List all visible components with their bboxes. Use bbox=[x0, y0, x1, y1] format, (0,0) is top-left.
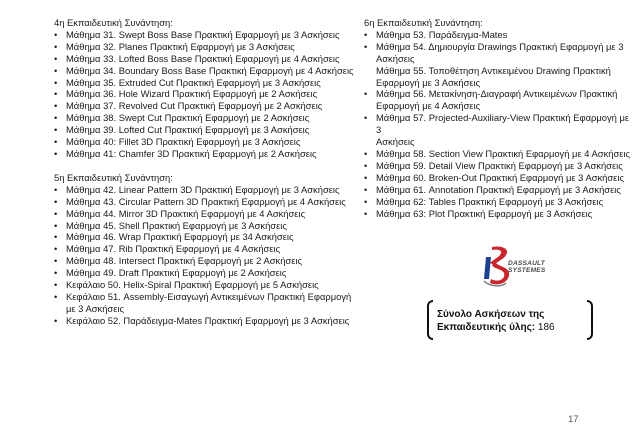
list-item: • Μάθημα 42. Linear Pattern 3D Πρακτική Εφαρμογή με 3 Ασκήσεις bbox=[54, 184, 354, 196]
list-item: • Μάθημα 44. Mirror 3D Πρακτική Εφαρμογή με 4 Ασκήσεις bbox=[54, 208, 354, 220]
list-item: • Μάθημα 33. Lofted Boss Base Πρακτική Εφαρμογή με 4 Ασκήσεις bbox=[54, 53, 354, 65]
list-item: • Μάθημα 63: Plot Πρακτική Εφαρμογή με 3 Ασκήσεις bbox=[364, 208, 634, 220]
bracket-right bbox=[587, 300, 593, 340]
logo-wordmark: DASSAULT SYSTEMES bbox=[508, 260, 546, 275]
list-item: • Μάθημα 49. Draft Πρακτική Εφαρμογή με 2 Ασκήσεις bbox=[54, 267, 354, 279]
list-item: • Κεφάλαιο 50. Helix-Spiral Πρακτική Εφαρμογή με 5 Ασκήσεις bbox=[54, 279, 354, 291]
list-item: • Μάθημα 40: Fillet 3D Πρακτική Εφαρμογή με 3 Ασκήσεις bbox=[54, 136, 354, 148]
list-item: • Μάθημα 59. Detail View Πρακτική Εφαρμογή με 3 Ασκήσεις bbox=[364, 160, 634, 172]
list-item: • Μάθημα 35. Extruded Cut Πρακτική Εφαρμογή με 3 Ασκήσεις bbox=[54, 77, 354, 89]
total-exercises-value: 186 bbox=[537, 322, 555, 333]
list-item: • Μάθημα 45. Shell Πρακτική Εφαρμογή με 3 Ασκήσεις bbox=[54, 220, 354, 232]
section-5 bbox=[54, 172, 354, 327]
lesson-list bbox=[364, 29, 634, 220]
list-item: • Μάθημα 46. Wrap Πρακτική Εφαρμογή με 34 Ασκήσεις bbox=[54, 231, 354, 243]
list-item: • Μάθημα 37. Revolved Cut Πρακτική Εφαρμογή με 2 Ασκήσεις bbox=[54, 100, 354, 112]
total-exercises-box bbox=[427, 300, 593, 342]
right-column bbox=[364, 17, 634, 219]
list-item: • Μάθημα 47. Rib Πρακτική Εφαρμογή με 4 Ασκήσεις bbox=[54, 243, 354, 255]
lesson-list bbox=[54, 29, 354, 160]
list-item: • Μάθημα 48. Intersect Πρακτική Εφαρμογή με 2 Ασκήσεις bbox=[54, 255, 354, 267]
section-title: 4η Εκπαιδευτική Συνάντηση: bbox=[54, 17, 173, 28]
list-item: • Μάθημα 31. Swept Boss Base Πρακτική Εφαρμογή με 3 Ασκήσεις bbox=[54, 29, 354, 41]
list-item: • Μάθημα 43. Circular Pattern 3D Πρακτική Εφαρμογή με 4 Ασκήσεις bbox=[54, 196, 354, 208]
list-item: • Μάθημα 57. Projected-Auxiliary-View Πρακτική Εφαρμογή με 3 Ασκήσεις bbox=[364, 112, 634, 148]
list-item: • Μάθημα 54. Δημιουργία Drawings Πρακτική Εφαρμογή με 3 Ασκήσεις bbox=[364, 41, 634, 65]
list-item: • Μάθημα 41: Chamfer 3D Πρακτική Εφαρμογή με 2 Ασκήσεις bbox=[54, 148, 354, 160]
list-item: Μάθημα 55. Τοποθέτηση Αντικειμένου Drawing Πρακτική Εφαρμογή με 3 Ασκήσεις bbox=[376, 64, 611, 88]
section-title: 5η Εκπαιδευτική Συνάντηση: bbox=[54, 171, 173, 183]
list-item: • Μάθημα 56. Μετακίνηση-Διαγραφή Αντικειμένων Πρακτική Εφαρμογή με 4 Ασκήσεις bbox=[364, 88, 634, 112]
list-item: • Κεφάλαιο 52. Παράδειγμα-Mates Πρακτική Εφαρμογή με 3 Ασκήσεις bbox=[54, 315, 354, 327]
lesson-list bbox=[54, 184, 354, 327]
list-item: • Μάθημα 34. Boundary Boss Base Πρακτική Εφαρμογή με 4 Ασκήσεις bbox=[54, 65, 354, 77]
page-number: 17 bbox=[568, 414, 579, 425]
list-item: • Μάθημα 53. Παράδειγμα-Mates bbox=[364, 29, 634, 41]
total-exercises-text: Σύνολο Ασκήσεων της Εκπαιδευτικής ύλης: 186 bbox=[437, 309, 555, 333]
list-item: • Μάθημα 39. Lofted Cut Πρακτική Εφαρμογή με 3 Ασκήσεις bbox=[54, 124, 354, 136]
bracket-left bbox=[427, 300, 433, 340]
list-item: • Μάθημα 62: Tables Πρακτική Εφαρμογή με 3 Ασκήσεις bbox=[364, 196, 634, 208]
section-title: 6η Εκπαιδευτική Συνάντηση: bbox=[364, 17, 483, 28]
list-item: • Μάθημα 32. Planes Πρακτική Εφαρμογή με 3 Ασκήσεις bbox=[54, 41, 354, 53]
list-item: • Μάθημα 58. Section View Πρακτική Εφαρμογή με 4 Ασκήσεις bbox=[364, 148, 634, 160]
list-item: • Μάθημα 60. Broken-Out Πρακτική Εφαρμογή με 3 Ασκήσεις bbox=[364, 172, 634, 184]
left-column bbox=[54, 17, 354, 339]
list-item: • Κεφάλαιο 51. Assembly-Εισαγωγή Αντικειμένων Πρακτική Εφαρμογή με 3 Ασκήσεις bbox=[54, 291, 354, 315]
section-4 bbox=[54, 17, 354, 160]
list-item: • Μάθημα 61. Annotation Πρακτική Εφαρμογή με 3 Ασκήσεις bbox=[364, 184, 634, 196]
list-item: • Μάθημα 36. Hole Wizard Πρακτική Εφαρμογή με 2 Ασκήσεις bbox=[54, 88, 354, 100]
list-item: • Μάθημα 38. Swept Cut Πρακτική Εφαρμογή με 2 Ασκήσεις bbox=[54, 112, 354, 124]
